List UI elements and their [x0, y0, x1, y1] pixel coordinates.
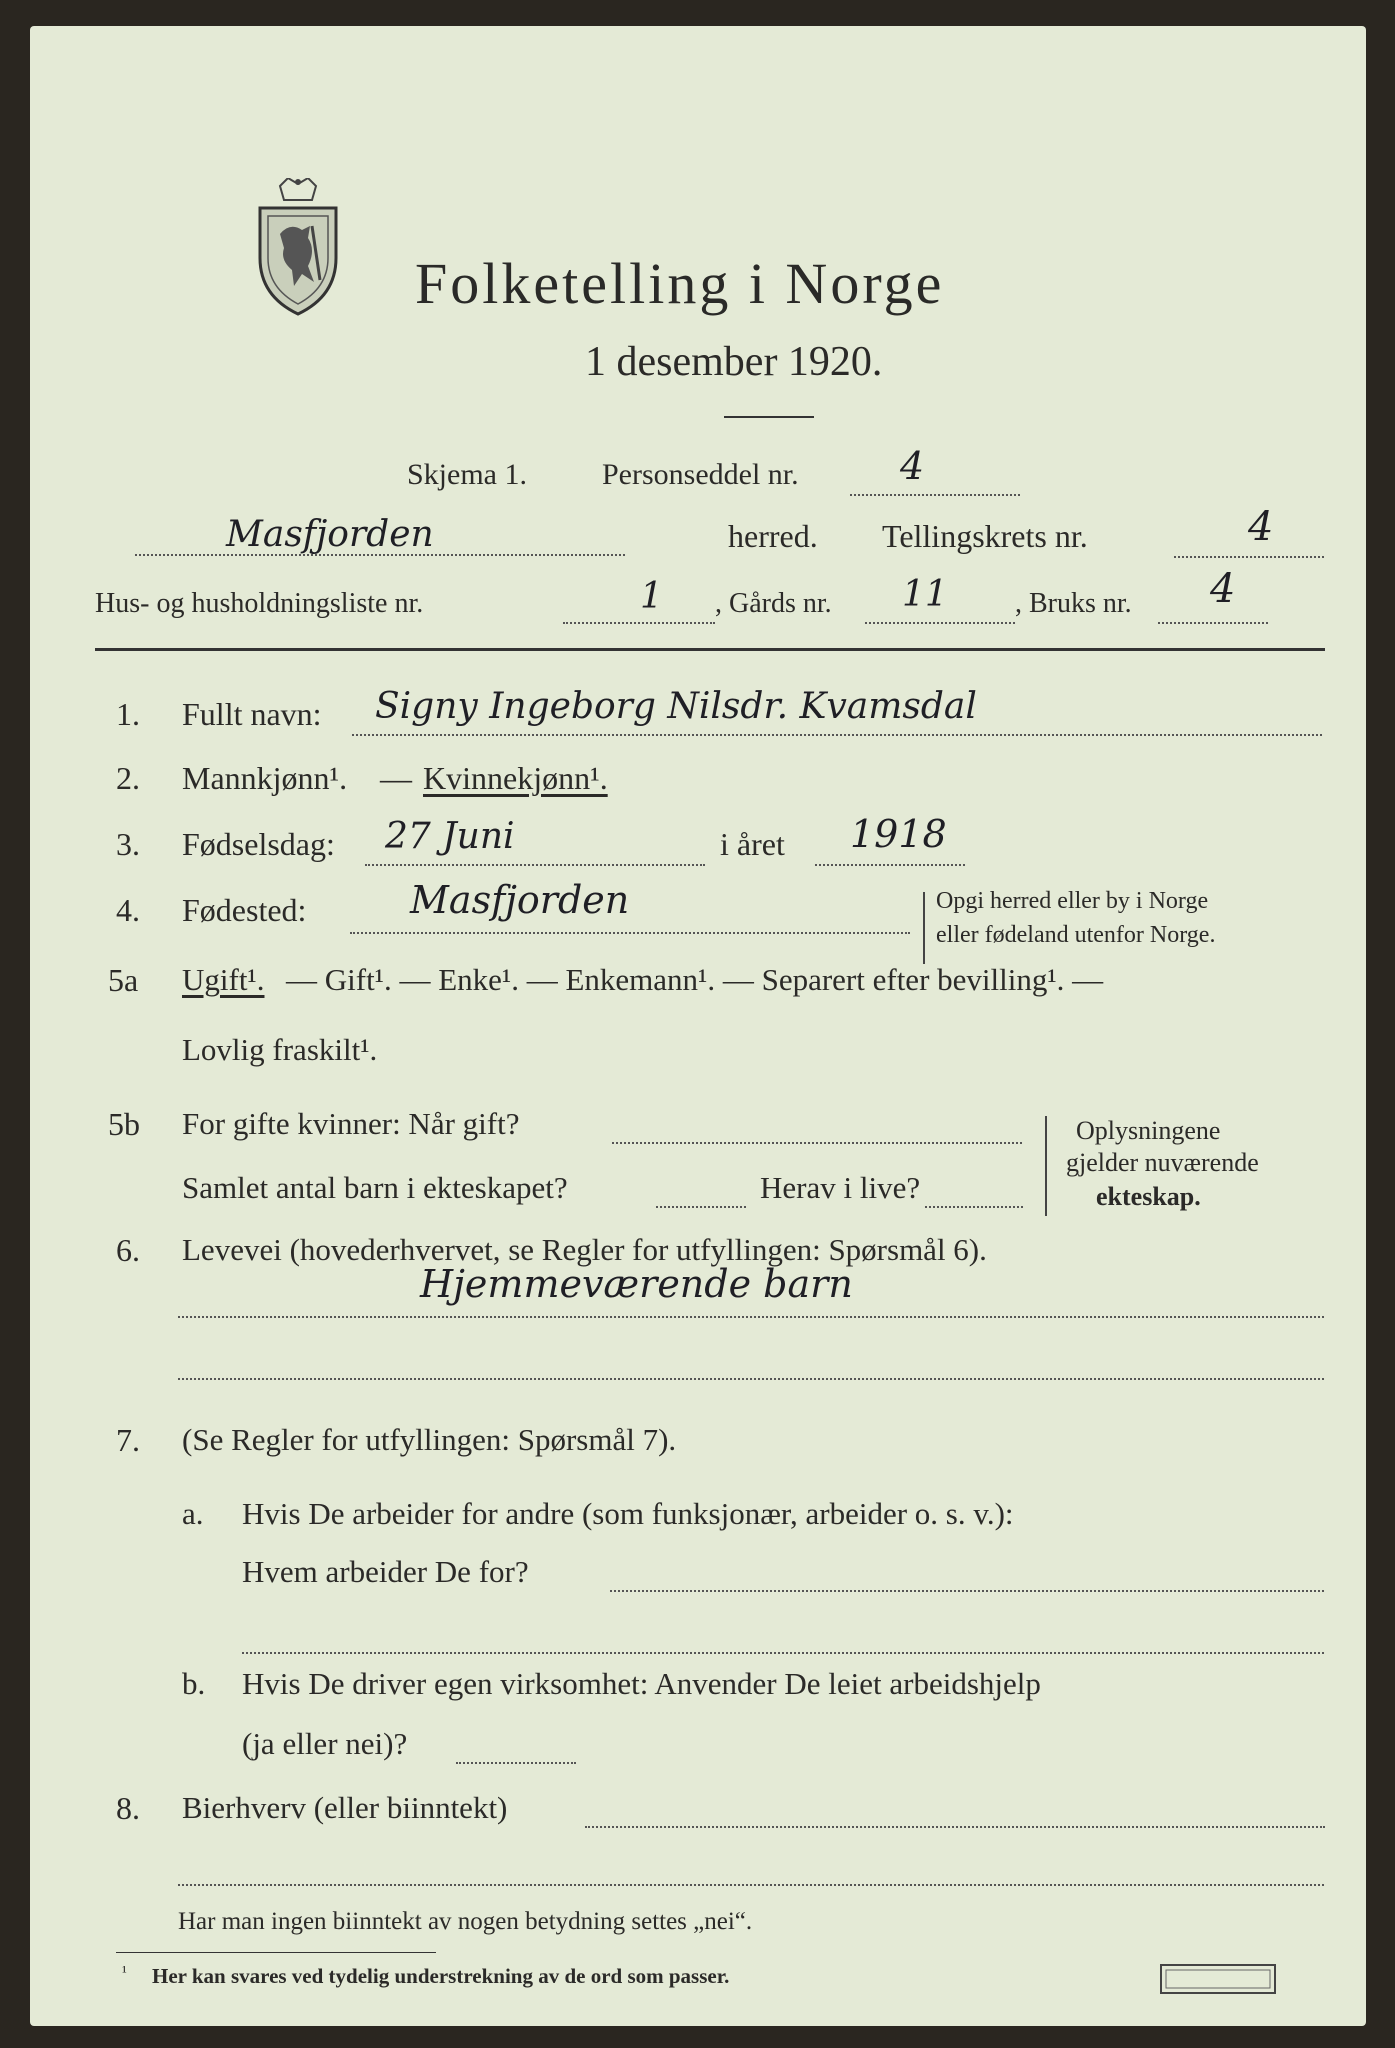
employer-label: Hvem arbeider De for? [242, 1554, 529, 1589]
birthplace-note-line2: eller fødeland utenfor Norge. [936, 922, 1216, 948]
footer-note: Har man ingen biinntekt av nogen betydning settes „nei“. [178, 1908, 753, 1935]
q2-number: 2. [116, 760, 140, 796]
side-income-line [585, 1826, 1325, 1828]
census-form [30, 26, 1366, 2026]
marriage-note-brace [1045, 1116, 1047, 1216]
divorced-option[interactable]: Lovlig fraskilt¹. [182, 1032, 378, 1067]
bruks-label: , Bruks nr. [1015, 588, 1132, 619]
q3-number: 3. [116, 826, 140, 862]
occupation-value[interactable]: Hjemmeværende barn [420, 1262, 853, 1306]
q5a-number: 5a [108, 962, 139, 998]
tellingskrets-value[interactable]: 4 [1248, 504, 1274, 550]
marital-options[interactable]: — Gift¹. — Enke¹. — Enkemann¹. — Separert efter bevilling¹. — [286, 962, 1104, 997]
birthplace-note-brace [923, 892, 925, 964]
q5b-number: 5b [108, 1106, 140, 1142]
occupation-line [178, 1316, 1324, 1318]
q7a-letter: a. [182, 1496, 204, 1531]
q7a-question: Hvis De arbeider for andre (som funksjonær, arbeider o. s. v.): [242, 1496, 1014, 1531]
husliste-label: Hus- og husholdningsliste nr. [95, 588, 424, 619]
full-name-label: Fullt navn: [182, 696, 322, 732]
q4-number: 4. [116, 892, 140, 928]
gender-separator: — [380, 760, 412, 796]
printer-stamp [1160, 1964, 1276, 1994]
birthday-value[interactable]: 27 Juni [385, 816, 515, 857]
tellingskrets-line [1174, 556, 1324, 558]
hired-help-label: (ja eller nei)? [242, 1726, 408, 1761]
full-name-line [352, 734, 1322, 736]
q7-label: (Se Regler for utfyllingen: Spørsmål 7). [182, 1422, 677, 1457]
footnote-divider [116, 1952, 436, 1953]
husliste-line [563, 622, 715, 624]
birth-year-label: i året [720, 826, 785, 862]
occupation-label: Levevei (hovederhvervet, se Regler for utfyllingen: Spørsmål 6). [182, 1232, 987, 1267]
full-name-value[interactable]: Signy Ingeborg Nilsdr. Kvamsdal [375, 686, 977, 727]
employer-line-2 [242, 1652, 1324, 1654]
birth-year-line [815, 864, 965, 866]
tellingskrets-label: Tellingskrets nr. [882, 518, 1088, 554]
birthplace-line [350, 932, 910, 934]
gards-line [865, 622, 1015, 624]
occupation-line-2 [178, 1378, 1324, 1380]
married-when-line [612, 1142, 1022, 1144]
personseddel-value[interactable]: 4 [900, 444, 925, 488]
birthday-label: Fødselsdag: [182, 826, 335, 862]
bruks-line [1158, 622, 1268, 624]
birthday-line [365, 864, 705, 866]
herred-label: herred. [728, 518, 818, 554]
gards-label: , Gårds nr. [715, 588, 832, 619]
gards-value[interactable]: 11 [902, 574, 948, 615]
personseddel-line [850, 494, 1020, 496]
title-divider [724, 416, 814, 418]
q7b-question: Hvis De driver egen virksomhet: Anvender De leiet arbeidshjelp [242, 1666, 1041, 1701]
q8-number: 8. [116, 1790, 140, 1826]
birthplace-label: Fødested: [182, 892, 307, 928]
husliste-value[interactable]: 1 [640, 576, 663, 617]
children-count-label: Samlet antal barn i ekteskapet? [182, 1170, 568, 1205]
skjema-label: Skjema 1. [407, 458, 527, 491]
unmarried-option[interactable]: Ugift¹. [182, 962, 265, 997]
male-option[interactable]: Mannkjønn¹. [182, 760, 348, 796]
side-income-line-2 [178, 1884, 1324, 1886]
q7-number: 7. [116, 1422, 140, 1458]
footnote-text: Her kan svares ved tydelig understrekning av de ord som passer. [152, 1964, 730, 1988]
children-count-line [656, 1206, 746, 1208]
form-title: Folketelling i Norge [415, 251, 945, 316]
side-income-label: Bierhverv (eller biinntekt) [182, 1790, 508, 1825]
marriage-note-line1: Oplysningene [1076, 1116, 1221, 1145]
birth-year-value[interactable]: 1918 [850, 812, 947, 856]
married-when-label: For gifte kvinner: Når gift? [182, 1106, 520, 1141]
personseddel-label: Personseddel nr. [602, 458, 799, 491]
header-divider [95, 648, 1325, 651]
hired-help-line [456, 1762, 576, 1764]
q7b-letter: b. [182, 1666, 206, 1701]
children-alive-line [925, 1206, 1023, 1208]
marriage-note-line2: gjelder nuværende [1066, 1148, 1259, 1177]
census-date: 1 desember 1920. [585, 339, 883, 385]
q6-number: 6. [116, 1232, 140, 1268]
coat-of-arms-icon [250, 178, 346, 318]
female-option[interactable]: Kvinnekjønn¹. [423, 760, 608, 796]
marriage-note-line3: ekteskap. [1096, 1182, 1201, 1211]
q1-number: 1. [116, 696, 140, 732]
birthplace-value[interactable]: Masfjorden [410, 878, 630, 922]
footnote-mark: ¹ [122, 1964, 127, 1981]
children-alive-label: Herav i live? [760, 1170, 921, 1205]
birthplace-note-line1: Opgi herred eller by i Norge [936, 888, 1209, 914]
employer-line [610, 1590, 1324, 1592]
herred-value[interactable]: Masfjorden [226, 514, 434, 555]
bruks-value[interactable]: 4 [1210, 566, 1236, 612]
